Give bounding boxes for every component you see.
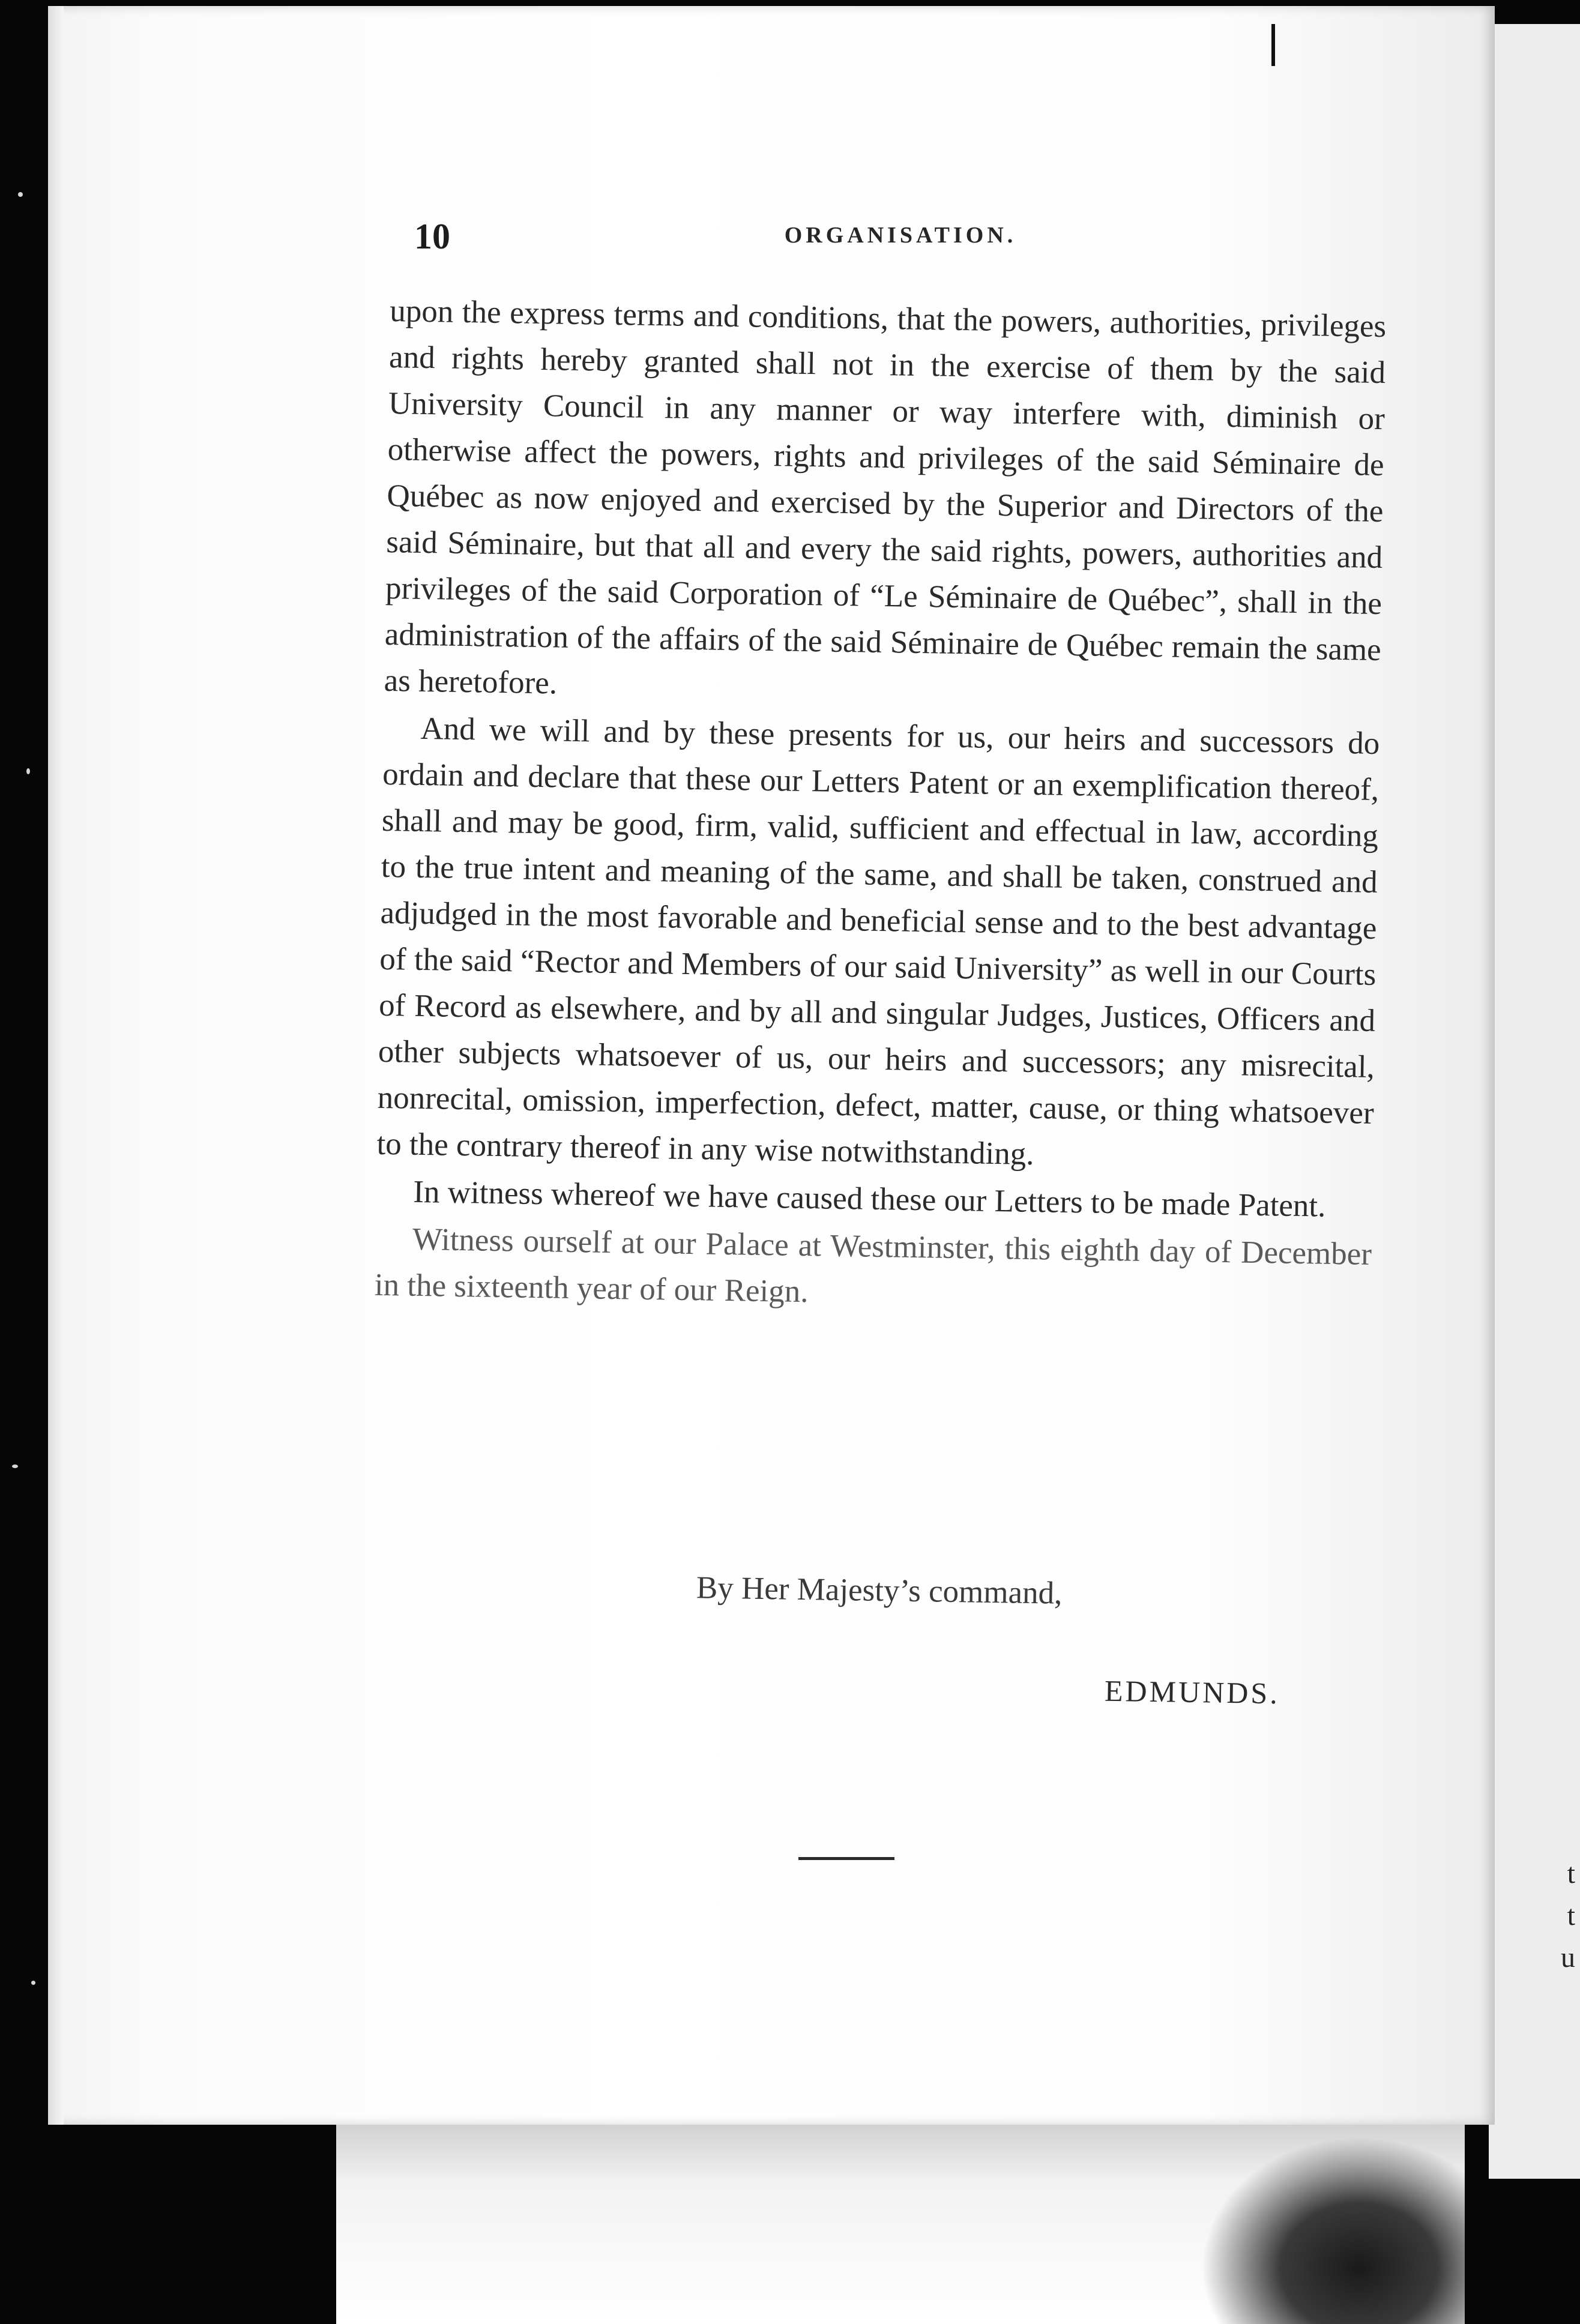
paragraph-witness-ourself: Witness ourself at our Palace at Westminster, this eighth day of December in the sixteenth year of our Reign. [374, 1221, 1372, 1310]
next-page-letter: t [1567, 1858, 1575, 1889]
page-fold-mark [1271, 24, 1275, 66]
page-number: 10 [414, 217, 450, 256]
scan-speck [18, 192, 23, 197]
page-edge [48, 6, 64, 2125]
scan-speck [12, 1465, 18, 1468]
body-text [374, 288, 1386, 1324]
running-head: ORGANISATION. [784, 223, 1017, 248]
closing-command: By Her Majesty’s command, [696, 1570, 1063, 1611]
scan-speck [31, 1981, 35, 1985]
paragraph-in-witness: In witness whereof we have caused these our Letters to be made Patent. [412, 1174, 1326, 1224]
lower-shadow [1201, 2137, 1465, 2324]
next-page-sliver [1489, 24, 1580, 2179]
signature: EDMUNDS. [1104, 1673, 1280, 1711]
next-page-letter: t [1567, 1900, 1575, 1931]
scan-speck [26, 768, 30, 774]
page-header [414, 216, 1387, 258]
paragraph-letters-patent: And we will and by these presents for us, our heirs and successors do ordain and declare that these our Letters Patent or an exemplification thereof, shall and may be good, firm, valid, sufficient and effectual in law, according to the true intent and meaning of the same, and shall be taken, construed and adjudged in the most favorable and beneficial sense and to the best advantage of the said “Rector and Members of our said University” as well in our Courts of Record as elsewhere, and by all and singular Judges, Justices, Officers and other subjects whatsoever of us, our heirs and successors; any misrecital, nonrecital, omission, imperfection, defect, matter, cause, or thing whatsoever to the contrary thereof in any wise notwithstanding. [376, 711, 1380, 1172]
end-rule [798, 1857, 894, 1860]
paragraph-continuation: upon the express terms and conditions, that the powers, authorities, privileges and rights hereby granted shall not in the exercise of them by the said University Council in any manner or way interfere with, diminish or otherwise affect the powers, rights and privileges of the said Séminaire de Québec as now enjoyed and exercised by the Superior and Directors of the said Séminaire, but that all and every the said rights, powers, authorities and privileges of the said Corporation of “Le Séminaire de Québec”, shall in the administration of the affairs of the said Séminaire de Québec remain the same as heretofore. [384, 293, 1387, 701]
next-page-letter: u [1561, 1942, 1575, 1973]
